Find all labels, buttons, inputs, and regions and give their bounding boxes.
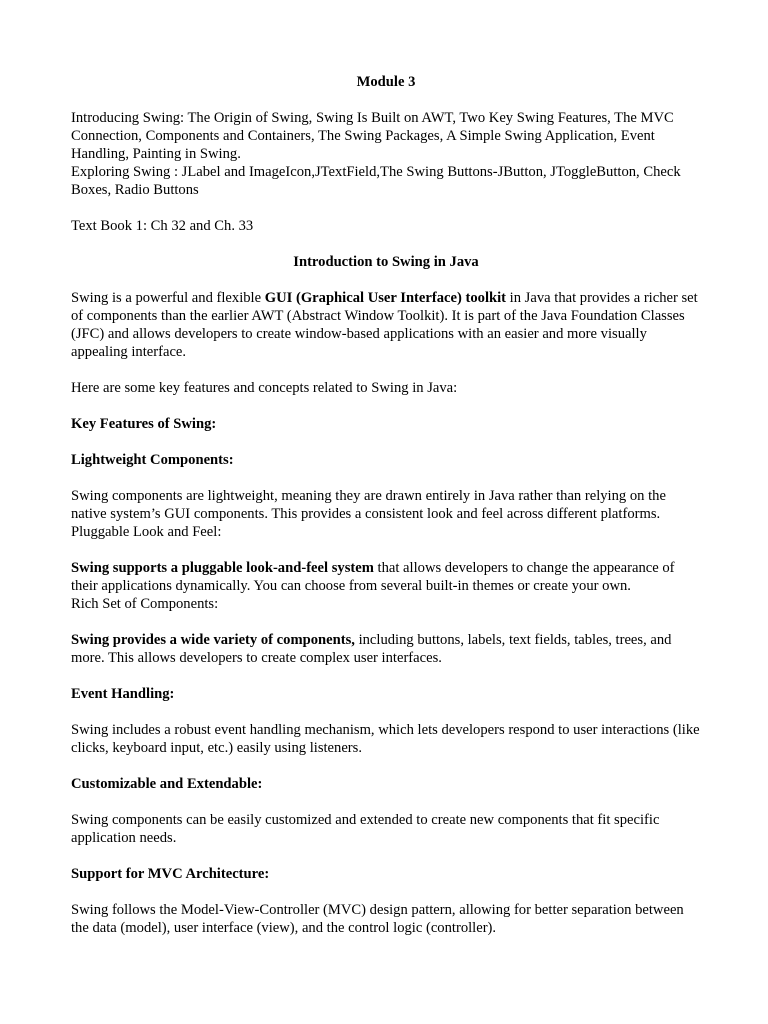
syllabus-line-2: Exploring Swing : JLabel and ImageIcon,JTextField,The Swing Buttons-JButton, JToggleButton, Check Boxes, Radio Buttons — [71, 164, 681, 198]
pluggable-text: that allows developers to change the appearance of their applications dynamically. You can choose from several built-in themes or create your own. — [71, 560, 675, 594]
custom-heading: Customizable and Extendable: — [71, 776, 263, 792]
pluggable-bold: Swing supports a pluggable look-and-feel system — [71, 560, 374, 576]
rich-paragraph — [71, 631, 701, 667]
rich-text: including buttons, labels, text fields, tables, trees, and more. This allows developers to create complex user interfaces. — [71, 632, 672, 666]
syllabus-line-1: Introducing Swing: The Origin of Swing, Swing Is Built on AWT, Two Key Swing Features, The MVC Connection, Components and Containers, The Swing Packages, A Simple Swing Application, Event Handling, Painting in Swing. — [71, 110, 674, 162]
textbook-reference: Text Book 1: Ch 32 and Ch. 33 — [71, 218, 254, 234]
intro-title: Introduction to Swing in Java — [293, 254, 479, 270]
key-features-intro: Here are some key features and concepts related to Swing in Java: — [71, 380, 458, 396]
intro-text-before: Swing is a powerful and flexible — [71, 290, 265, 306]
intro-text-after: in Java that provides a richer set of components than the earlier AWT (Abstract Window Toolkit). It is part of the Java Foundation Classes (JFC) and allows developers to create window-based applications with an easier and more visually appealing interface. — [71, 290, 698, 360]
document-page — [71, 73, 701, 937]
event-body: Swing includes a robust event handling mechanism, which lets developers respond to user interactions (like clicks, keyboard input, etc.) easily using listeners. — [71, 722, 700, 756]
key-features-heading: Key Features of Swing: — [71, 416, 217, 432]
module-title: Module 3 — [356, 74, 416, 90]
lightweight-body: Swing components are lightweight, meaning they are drawn entirely in Java rather than relying on the native system’s GUI components. This provides a consistent look and feel across different platforms. — [71, 488, 666, 522]
rich-subheading: Rich Set of Components: — [71, 596, 219, 612]
rich-bold: Swing provides a wide variety of components, — [71, 632, 355, 648]
event-heading: Event Handling: — [71, 686, 175, 702]
mvc-body: Swing follows the Model-View-Controller (MVC) design pattern, allowing for better separation between the data (model), user interface (view), and the control logic (controller). — [71, 902, 684, 936]
intro-text-bold: GUI (Graphical User Interface) toolkit — [264, 290, 507, 306]
lightweight-heading: Lightweight Components: — [71, 452, 234, 468]
custom-body: Swing components can be easily customized and extended to create new components that fit specific application needs. — [71, 812, 660, 846]
pluggable-paragraph — [71, 559, 701, 595]
intro-paragraph — [71, 289, 701, 361]
mvc-heading: Support for MVC Architecture: — [71, 866, 270, 882]
pluggable-subheading: Pluggable Look and Feel: — [71, 524, 222, 540]
